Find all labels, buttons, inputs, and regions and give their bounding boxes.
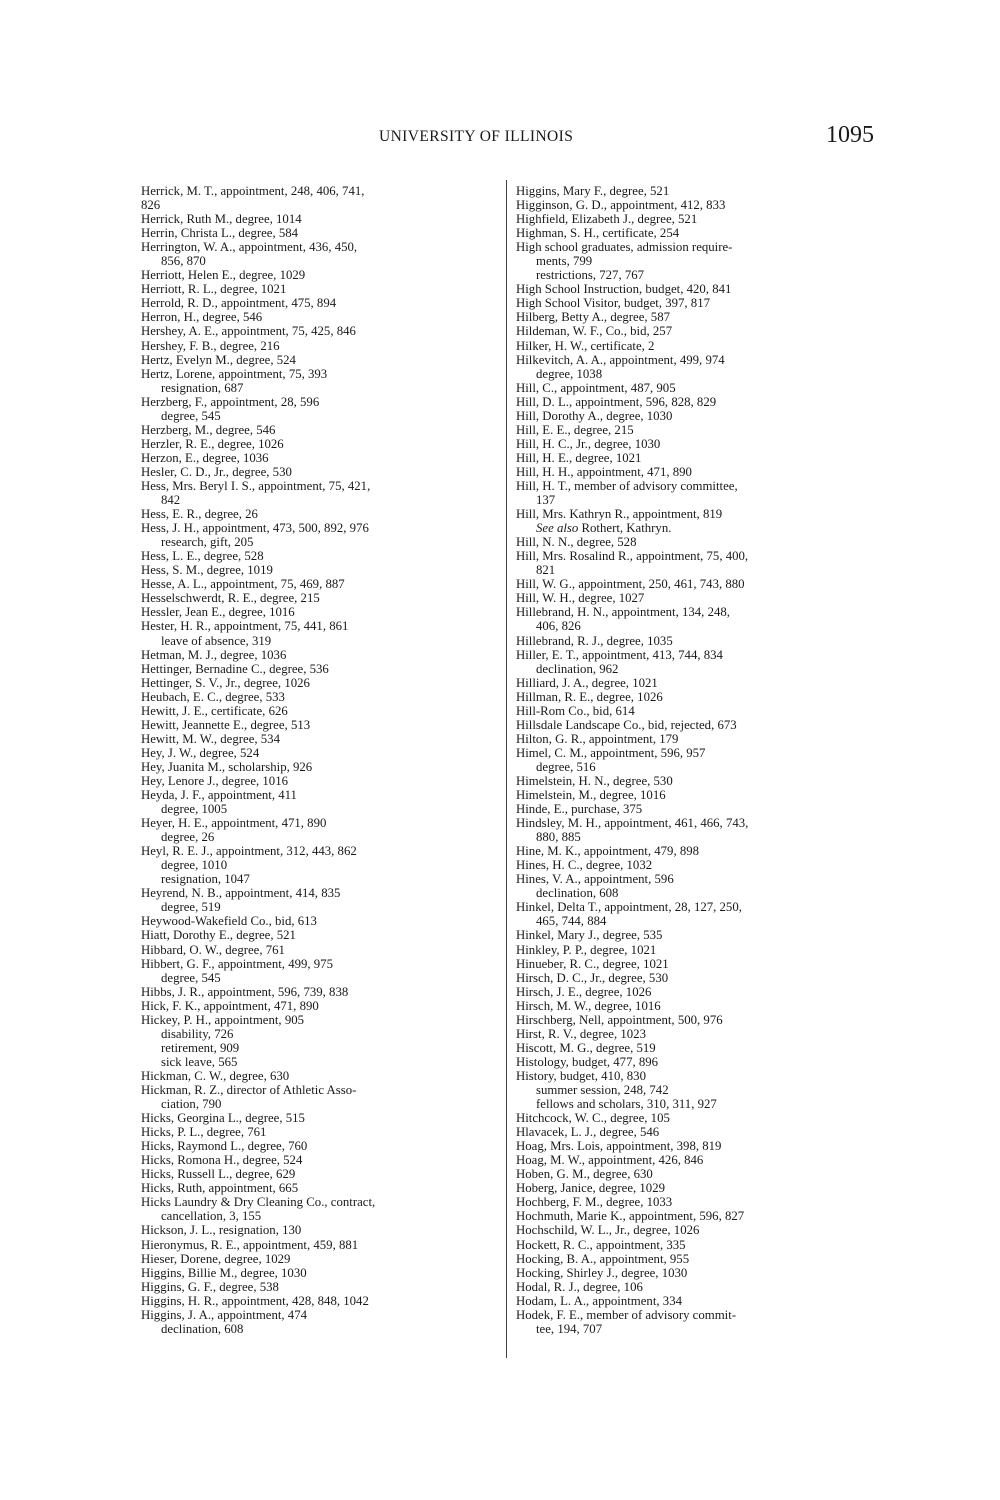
- index-entry-line: fellows and scholars, 310, 311, 927: [536, 1097, 717, 1112]
- index-entry-line: Hesse, A. L., appointment, 75, 469, 887: [141, 577, 345, 592]
- index-entry-line: Hieser, Dorene, degree, 1029: [141, 1251, 291, 1266]
- index-entry-line: Hess, L. E., degree, 528: [141, 549, 264, 564]
- index-entry-line: Hieronymus, R. E., appointment, 459, 881: [141, 1237, 359, 1252]
- index-entry-line: Hoag, Mrs. Lois, appointment, 398, 819: [516, 1139, 722, 1154]
- index-entry-line: Hoberg, Janice, degree, 1029: [516, 1181, 666, 1196]
- index-entry-line: Hessler, Jean E., degree, 1016: [141, 605, 295, 620]
- index-entry-line: Hibbard, O. W., degree, 761: [141, 942, 285, 957]
- running-header: [0, 122, 1000, 158]
- index-entry-line: Herzberg, F., appointment, 28, 596: [141, 394, 320, 409]
- index-entry-line: Hickey, P. H., appointment, 905: [141, 1012, 305, 1027]
- index-entry-line: Hill, W. H., degree, 1027: [516, 591, 645, 606]
- index-entry-line: Herzberg, M., degree, 546: [141, 422, 276, 437]
- index-entry-line: Hickson, J. L., resignation, 130: [141, 1223, 302, 1238]
- index-entry-line: Histology, budget, 477, 896: [516, 1054, 659, 1069]
- index-entry-line: Hewitt, J. E., certificate, 626: [141, 703, 288, 718]
- index-entry-line: Hester, H. R., appointment, 75, 441, 861: [141, 619, 349, 634]
- index-entry-line: Higgins, J. A., appointment, 474: [141, 1307, 308, 1322]
- index-entry-line: Hickman, R. Z., director of Athletic Asso-: [141, 1083, 357, 1097]
- column-divider: [506, 180, 507, 1358]
- index-entry-line: Hilliard, J. A., degree, 1021: [516, 675, 658, 690]
- index-entry-line: Hitchcock, W. C., degree, 105: [516, 1111, 670, 1126]
- index-entry-line: Hettinger, S. V., Jr., degree, 1026: [141, 675, 310, 690]
- index-entry-line: Herrin, Christa L., degree, 584: [141, 226, 299, 241]
- index-entry-line: Hewitt, M. W., degree, 534: [141, 731, 280, 746]
- index-entry-line: Hochmuth, Marie K., appointment, 596, 827: [516, 1209, 745, 1224]
- index-entry-line: summer session, 248, 742: [536, 1083, 669, 1097]
- index-entry-line: degree, 1038: [536, 366, 603, 381]
- index-entry-line: Hill, H. H., appointment, 471, 890: [516, 464, 692, 479]
- index-entry-line: Hey, J. W., degree, 524: [141, 745, 260, 760]
- index-entry-line: 880, 885: [536, 830, 581, 845]
- index-entry-line: resignation, 687: [161, 380, 244, 395]
- index-entry-line: Hicks, Ruth, appointment, 665: [141, 1181, 299, 1196]
- index-entry-line: Hillman, R. E., degree, 1026: [516, 689, 663, 704]
- index-entry-line: Heubach, E. C., degree, 533: [141, 689, 285, 704]
- index-entry-line: Himel, C. M., appointment, 596, 957: [516, 745, 706, 760]
- index-entry-line: Hindsley, M. H., appointment, 461, 466, 743,: [516, 816, 749, 831]
- index-entry-line: Hiscott, M. G., degree, 519: [516, 1040, 656, 1055]
- index-entry-line: Hinkel, Delta T., appointment, 28, 127, 250,: [516, 900, 742, 915]
- index-entry-line: Hess, E. R., degree, 26: [141, 507, 258, 522]
- index-entry-line: Hetman, M. J., degree, 1036: [141, 647, 287, 662]
- index-entry-line: Herron, H., degree, 546: [141, 310, 263, 325]
- index-entry-line: Higgins, Billie M., degree, 1030: [141, 1265, 307, 1280]
- index-entry-line: Hill, Mrs. Kathryn R., appointment, 819: [516, 507, 723, 522]
- index-entry-line: degree, 545: [161, 970, 221, 985]
- index-entry-line: Hirschberg, Nell, appointment, 500, 976: [516, 1012, 723, 1027]
- index-entry-line: Hicks Laundry & Dry Cleaning Co., contract,: [141, 1195, 376, 1210]
- index-entry-line: Hesselschwerdt, R. E., degree, 215: [141, 591, 320, 606]
- index-entry-line: Hill, H. T., member of advisory committee,: [516, 478, 738, 493]
- index-entry-line: ciation, 790: [161, 1097, 222, 1112]
- index-entry-line: Hillebrand, H. N., appointment, 134, 248,: [516, 605, 730, 620]
- index-entry-line: Heywood-Wakefield Co., bid, 613: [141, 914, 317, 929]
- index-entry-line: Hettinger, Bernadine C., degree, 536: [141, 661, 329, 676]
- index-column-left: [141, 184, 493, 1336]
- index-entry-line: Hoben, G. M., degree, 630: [516, 1167, 653, 1182]
- index-entry-line: Heyer, H. E., appointment, 471, 890: [141, 816, 327, 831]
- index-entry-line: Hewitt, Jeannette E., degree, 513: [141, 717, 311, 732]
- index-entry-line: Hill, Mrs. Rosalind R., appointment, 75, 400,: [516, 549, 749, 564]
- index-entry-line: Hilton, G. R., appointment, 179: [516, 731, 679, 746]
- index-entry-line: degree, 1005: [161, 802, 228, 817]
- index-entry-line: Herriott, Helen E., degree, 1029: [141, 268, 306, 283]
- index-entry-line: Hine, M. K., appointment, 479, 898: [516, 844, 700, 859]
- index-entry-line: Highfield, Elizabeth J., degree, 521: [516, 212, 698, 227]
- index-entry-line: 821: [536, 563, 556, 578]
- index-entry-line: Higgins, Mary F., degree, 521: [516, 184, 670, 198]
- index-entry-line: degree, 545: [161, 408, 221, 423]
- index-entry-line: Hill, Dorothy A., degree, 1030: [516, 408, 673, 423]
- index-entry-line: Hocking, B. A., appointment, 955: [516, 1251, 690, 1266]
- index-entry-line: 826: [141, 198, 161, 213]
- index-entry-line: Hill, C., appointment, 487, 905: [516, 380, 676, 395]
- index-entry-line: Hicks, Romona H., degree, 524: [141, 1153, 303, 1168]
- index-entry-line: High School Instruction, budget, 420, 841: [516, 282, 732, 297]
- index-entry-line: Herrington, W. A., appointment, 436, 450,: [141, 240, 358, 255]
- index-entry-line: Hilker, H. W., certificate, 2: [516, 338, 655, 353]
- index-entry-line: Hinueber, R. C., degree, 1021: [516, 956, 669, 971]
- index-entry-line: See also Rothert, Kathryn.: [536, 521, 672, 536]
- index-entry-line: Hibbs, J. R., appointment, 596, 739, 838: [141, 984, 349, 999]
- index-entry-line: Hodam, L. A., appointment, 334: [516, 1293, 682, 1308]
- index-entry-line: Hodal, R. J., degree, 106: [516, 1279, 643, 1294]
- index-entry-line: degree, 26: [161, 830, 215, 845]
- index-entry-line: Hirsch, D. C., Jr., degree, 530: [516, 970, 669, 985]
- index-entry-line: Hinde, E., purchase, 375: [516, 802, 643, 817]
- index-entry-line: History, budget, 410, 830: [516, 1068, 646, 1083]
- index-entry-line: Hines, V. A., appointment, 596: [516, 872, 674, 887]
- index-entry-line: leave of absence, 319: [161, 633, 272, 648]
- index-entry-line: Hockett, R. C., appointment, 335: [516, 1237, 686, 1252]
- index-entry-line: Herzler, R. E., degree, 1026: [141, 436, 284, 451]
- index-entry-line: Hershey, A. E., appointment, 75, 425, 846: [141, 324, 356, 339]
- page-title: UNIVERSITY OF ILLINOIS: [379, 128, 574, 145]
- index-entry-line: degree, 519: [161, 900, 221, 915]
- index-entry-line: Hickman, C. W., degree, 630: [141, 1068, 290, 1083]
- index-entry-line: Herrick, Ruth M., degree, 1014: [141, 212, 302, 227]
- index-entry-line: disability, 726: [161, 1026, 234, 1041]
- index-entry-line: Herzon, E., degree, 1036: [141, 450, 269, 465]
- index-entry-line: Hicks, Russell L., degree, 629: [141, 1167, 296, 1182]
- index-entry-line: degree, 516: [536, 759, 596, 774]
- index-entry-line: Hicks, Raymond L., degree, 760: [141, 1139, 308, 1154]
- index-entry-line: Himelstein, H. N., degree, 530: [516, 773, 673, 788]
- index-entry-line: Hocking, Shirley J., degree, 1030: [516, 1265, 688, 1280]
- index-entry-line: Herrold, R. D., appointment, 475, 894: [141, 296, 337, 311]
- index-entry-line: declination, 608: [536, 886, 619, 901]
- index-entry-line: Hines, H. C., degree, 1032: [516, 858, 653, 873]
- index-column-right: [516, 184, 872, 1336]
- index-entry-line: High School Visitor, budget, 397, 817: [516, 296, 710, 311]
- index-entry-line: 856, 870: [161, 254, 206, 269]
- index-entry-line: ments, 799: [536, 254, 593, 269]
- index-entry-line: sick leave, 565: [161, 1054, 238, 1069]
- index-entry-line: Hill, D. L., appointment, 596, 828, 829: [516, 394, 717, 409]
- index-entry-line: Hill, H. E., degree, 1021: [516, 450, 642, 465]
- index-entry-line: Hicks, Georgina L., degree, 515: [141, 1111, 305, 1126]
- index-entry-line: research, gift, 205: [161, 535, 254, 550]
- index-entry-line: Hesler, C. D., Jr., degree, 530: [141, 464, 292, 479]
- index-entry-line: degree, 1010: [161, 858, 228, 873]
- index-entry-line: Hill, E. E., degree, 215: [516, 422, 634, 437]
- index-entry-line: Hess, J. H., appointment, 473, 500, 892, 976: [141, 521, 369, 536]
- index-entry-line: Hillsdale Landscape Co., bid, rejected, 673: [516, 717, 737, 732]
- index-entry-line: Hinkley, P. P., degree, 1021: [516, 942, 657, 957]
- index-entry-line: Hilkevitch, A. A., appointment, 499, 974: [516, 352, 725, 367]
- index-entry-line: Hlavacek, L. J., degree, 546: [516, 1125, 660, 1140]
- index-entry-line: Hibbert, G. F., appointment, 499, 975: [141, 956, 333, 971]
- index-entry-line: retirement, 909: [161, 1040, 240, 1055]
- index-entry-line: Hertz, Evelyn M., degree, 524: [141, 352, 296, 367]
- cross-reference-label: See also: [536, 521, 579, 536]
- index-entry-line: Hill, W. G., appointment, 250, 461, 743, 880: [516, 577, 745, 592]
- index-entry-line: Highman, S. H., certificate, 254: [516, 226, 680, 241]
- index-entry-line: Hirst, R. V., degree, 1023: [516, 1026, 646, 1041]
- index-entry-line: Heyrend, N. B., appointment, 414, 835: [141, 886, 341, 901]
- index-entry-line: Higgins, H. R., appointment, 428, 848, 1042: [141, 1293, 369, 1308]
- index-entry-line: Hick, F. K., appointment, 471, 890: [141, 998, 319, 1013]
- index-entry-line: Hess, S. M., degree, 1019: [141, 563, 273, 578]
- index-entry-line: Hicks, P. L., degree, 761: [141, 1125, 267, 1140]
- index-entry-line: Himelstein, M., degree, 1016: [516, 788, 666, 803]
- index-entry-line: restrictions, 727, 767: [536, 268, 645, 283]
- index-entry-line: Heyda, J. F., appointment, 411: [141, 788, 297, 803]
- index-entry-line: Heyl, R. E. J., appointment, 312, 443, 862: [141, 844, 357, 859]
- index-entry-line: Hill, H. C., Jr., degree, 1030: [516, 436, 661, 451]
- index-entry-line: Hirsch, M. W., degree, 1016: [516, 998, 661, 1013]
- index-entry-line: Higginson, G. D., appointment, 412, 833: [516, 198, 726, 213]
- index-entry-line: Hey, Lenore J., degree, 1016: [141, 773, 288, 788]
- index-entry-line: Hinkel, Mary J., degree, 535: [516, 928, 663, 943]
- index-entry-line: Hirsch, J. E., degree, 1026: [516, 984, 652, 999]
- index-entry-line: Hochschild, W. L., Jr., degree, 1026: [516, 1223, 700, 1238]
- index-entry-line: Herrick, M. T., appointment, 248, 406, 741,: [141, 184, 365, 198]
- index-entry-line: resignation, 1047: [161, 872, 250, 887]
- index-entry-line: Hodek, F. E., member of advisory commit-: [516, 1307, 737, 1322]
- index-entry-line: declination, 608: [161, 1321, 244, 1336]
- index-entry-line: 406, 826: [536, 619, 581, 634]
- index-entry-line: Higgins, G. F., degree, 538: [141, 1279, 279, 1294]
- index-entry-line: Hey, Juanita M., scholarship, 926: [141, 759, 313, 774]
- index-entry-line: Hochberg, F. M., degree, 1033: [516, 1195, 673, 1210]
- index-entry-line: cancellation, 3, 155: [161, 1209, 262, 1224]
- index-entry-line: 465, 744, 884: [536, 914, 607, 929]
- index-entry-line: Hiller, E. T., appointment, 413, 744, 834: [516, 647, 723, 662]
- index-entry-line: Hess, Mrs. Beryl I. S., appointment, 75, 421,: [141, 478, 371, 493]
- index-entry-line: Hertz, Lorene, appointment, 75, 393: [141, 366, 328, 381]
- index-entry-line: Herriott, R. L., degree, 1021: [141, 282, 287, 297]
- index-entry-line: Hildeman, W. F., Co., bid, 257: [516, 324, 673, 339]
- index-entry-line: 137: [536, 493, 556, 508]
- index-entry-line: 842: [161, 493, 181, 508]
- index-entry-line: Hillebrand, R. J., degree, 1035: [516, 633, 673, 648]
- page-number: 1095: [826, 122, 874, 148]
- index-entry-line: Hill-Rom Co., bid, 614: [516, 703, 635, 718]
- index-entry-line: Hershey, F. B., degree, 216: [141, 338, 280, 353]
- index-entry-line: Hiatt, Dorothy E., degree, 521: [141, 928, 296, 943]
- index-entry-line: declination, 962: [536, 661, 619, 676]
- index-entry-line: High school graduates, admission require-: [516, 240, 733, 255]
- index-entry-line: Hill, N. N., degree, 528: [516, 535, 637, 550]
- index-entry-line: Hoag, M. W., appointment, 426, 846: [516, 1153, 704, 1168]
- index-entry-line: tee, 194, 707: [536, 1321, 603, 1336]
- index-entry-line: Hilberg, Betty A., degree, 587: [516, 310, 671, 325]
